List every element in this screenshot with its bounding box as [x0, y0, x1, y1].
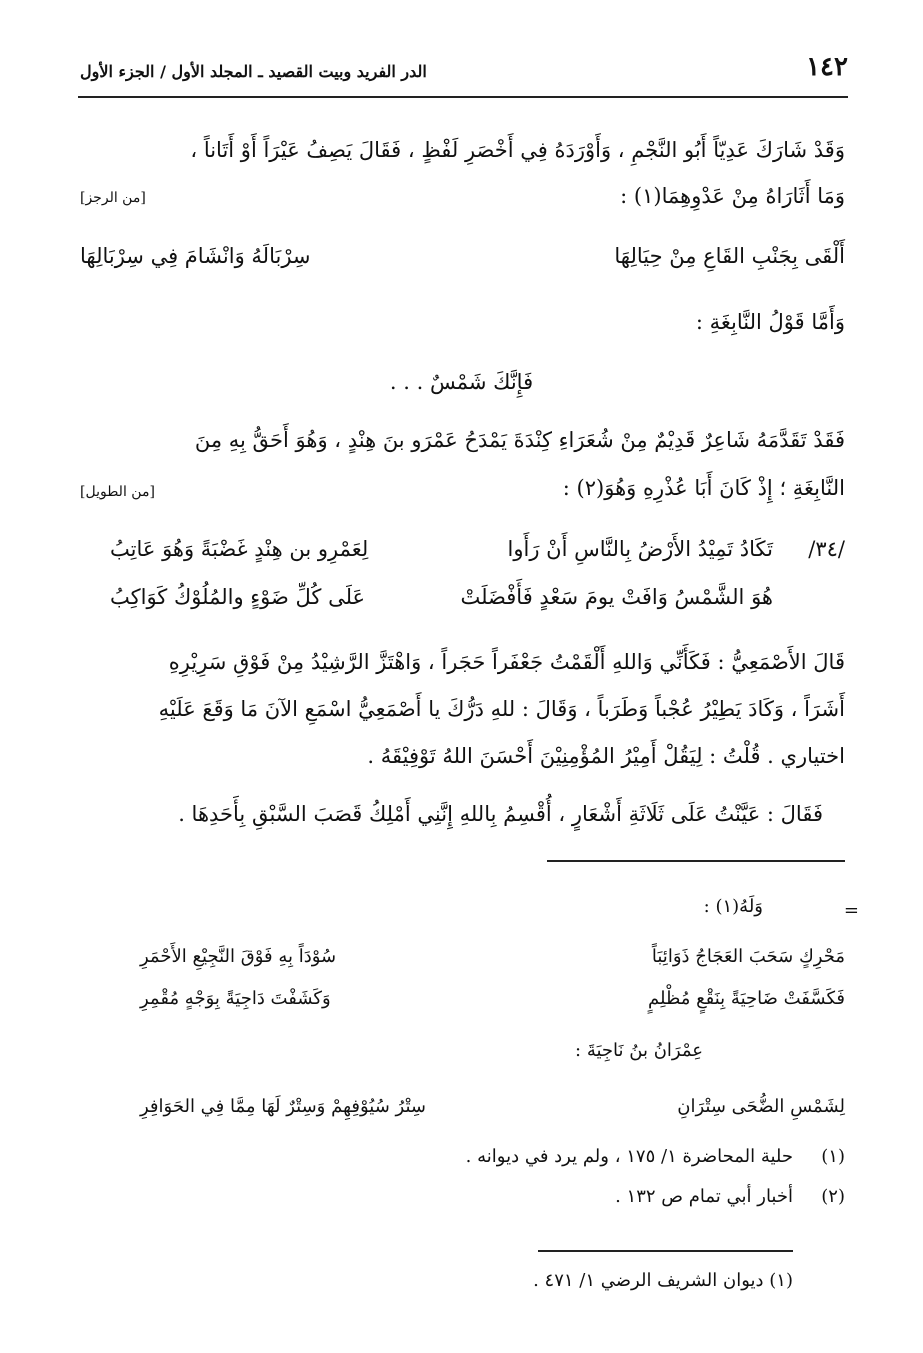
footnote2-text: أخبار أبي تمام ص ١٣٢ . — [615, 1186, 793, 1207]
footnote-separator — [547, 860, 845, 862]
continuation-mark: = — [843, 900, 859, 921]
para1-line2: وَمَا أَثَارَاهُ مِنْ عَدْوِهِمَا(١) : — [620, 184, 845, 208]
imran-line: عِمْرَانُ بنُ نَاجِيَةَ : — [575, 1040, 703, 1061]
page-number: ١٤٢ — [806, 52, 848, 82]
para3-line3: اختياري . قُلْتُ : لِيَقُلْ أَمِيْرُ المُؤْمِنِيْنَ أَحْسَنَ اللهُ تَوْفِيْقَهُ . — [367, 744, 845, 768]
verse2a-right-hemistich: تَكَادُ تَمِيْدُ الأَرْضُ بِالنَّاسِ أَنْ رَأَوا — [507, 537, 773, 561]
verse2b-left-hemistich: عَلَى كُلِّ ضَوْءٍ والمُلُوْكُ كَوَاكِبُ — [110, 585, 366, 609]
verse4-left-hemistich: سِتْرُ سُيُوْفِهِمْ وَسِتْرٌ لَهَا مِمَّا فِي الحَوَافِرِ — [140, 1096, 426, 1117]
footnote1-text: حلية المحاضرة ١/ ١٧٥ ، ولم يرد في ديوانه . — [465, 1146, 793, 1167]
nabigha-line: وَأَمَّا قَوْلُ النَّابِغَةِ : — [695, 310, 845, 334]
meter-label-tawil: [من الطويل] — [80, 484, 155, 500]
bottom-footnote-separator — [538, 1250, 793, 1252]
verse2b-right-hemistich: هُوَ الشَّمْسُ وَافَتْ يومَ سَعْدٍ فَأَفْضَلَتْ — [460, 585, 773, 609]
running-title: الدر الفريد وبيت القصيد ـ المجلد الأول / الجزء الأول — [80, 62, 427, 81]
header-rule — [78, 96, 848, 98]
verse2a-left-hemistich: لِعَمْرِو بن هِنْدٍ غَضْبَةً وَهُوَ عَاتِبُ — [110, 537, 369, 561]
para3-line1: قَالَ الأَصْمَعِيُّ : فَكَأَنِّي وَاللهِ أَلْقَمْتُ جَعْفَراً حَجَراً ، وَاهْتَزَّ الرَّشِيْدُ مِنْ فَوْقِ سَرِيْرِهِ — [168, 650, 845, 674]
verse4-right-hemistich: لِشَمْسِ الضُّحَى سِتْرَانِ — [677, 1096, 845, 1117]
meter-label-rajaz: [من الرجز] — [80, 190, 146, 206]
para2-line2: النَّابِغَةِ ؛ إِذْ كَانَ أَبَا عُذْرِهِ وَهُوَ(٢) : — [562, 476, 845, 500]
shams-line: فَإِنَّكَ شَمْسٌ . . . — [389, 370, 534, 394]
para1-line1: وَقَدْ شَارَكَ عَدِيّاً أَبُو النَّجْمِ ، وَأَوْرَدَهُ فِي أَخْصَرِ لَفْظٍ ، فَقَالَ يَصِفُ عَيْرَاً أَوْ أَتَاناً ، — [190, 138, 845, 162]
para4-line1: فَقَالَ : عَيَّنْتُ عَلَى ثَلَاثَةِ أَشْعَارٍ ، أُقْسِمُ بِاللهِ إِنَّنِي أَمْلِكُ قَصَبَ السَّبْقِ بِأَحَدِهَا . — [178, 802, 823, 826]
para3-line2: أَشَرَاً ، وَكَادَ يَطِيْرُ عُجْباً وَطَرَباً ، وَقَالَ : للهِ دَرُّكَ يا أَصْمَعِيُّ اسْمَعِ الآنَ مَا وَقَعَ عَلَيْهِ — [158, 697, 845, 721]
para2-line1: فَقَدْ تَقَدَّمَهُ شَاعِرٌ قَدِيْمٌ مِنْ شُعَرَاءِ كِنْدَةَ يَمْدَحُ عَمْرَو بنَ هِنْدٍ ، وَهُوَ أَحَقُّ بِهِ مِنَ — [194, 428, 845, 452]
bottom-footnote: (١) ديوان الشريف الرضي ١/ ٤٧١ . — [533, 1270, 793, 1291]
lahu-line: وَلَهُ(١) : — [703, 896, 763, 917]
verse1-right-hemistich: أَلْقَى بِجَنْبِ القَاعِ مِنْ حِيَالِهَا — [614, 244, 845, 268]
verse3a-right-hemistich: مَحْرِكٍ سَحَبَ العَجَاجُ ذَوَائِبَاً — [651, 946, 845, 967]
verse3b-right-hemistich: فَكَسَّفَتْ ضَاحِيَةً بِنَقْعٍ مُظْلِمٍ — [648, 988, 845, 1009]
verse3a-left-hemistich: سُوْدَاً بِهِ فَوْقَ النَّجِيْعِ الأَحْمَرِ — [140, 946, 337, 967]
footnote2-number: (٢) — [821, 1186, 845, 1207]
page-marker: /٣٤/ — [808, 537, 845, 561]
verse3b-left-hemistich: وَكَشَفْتَ دَاجِيَةً بِوَجْهٍ مُقْمِرِ — [140, 988, 331, 1009]
verse1-left-hemistich: سِرْبَالَهُ وَانْشَامَ فِي سِرْبَالِهَا — [80, 244, 311, 268]
footnote1-number: (١) — [821, 1146, 845, 1167]
